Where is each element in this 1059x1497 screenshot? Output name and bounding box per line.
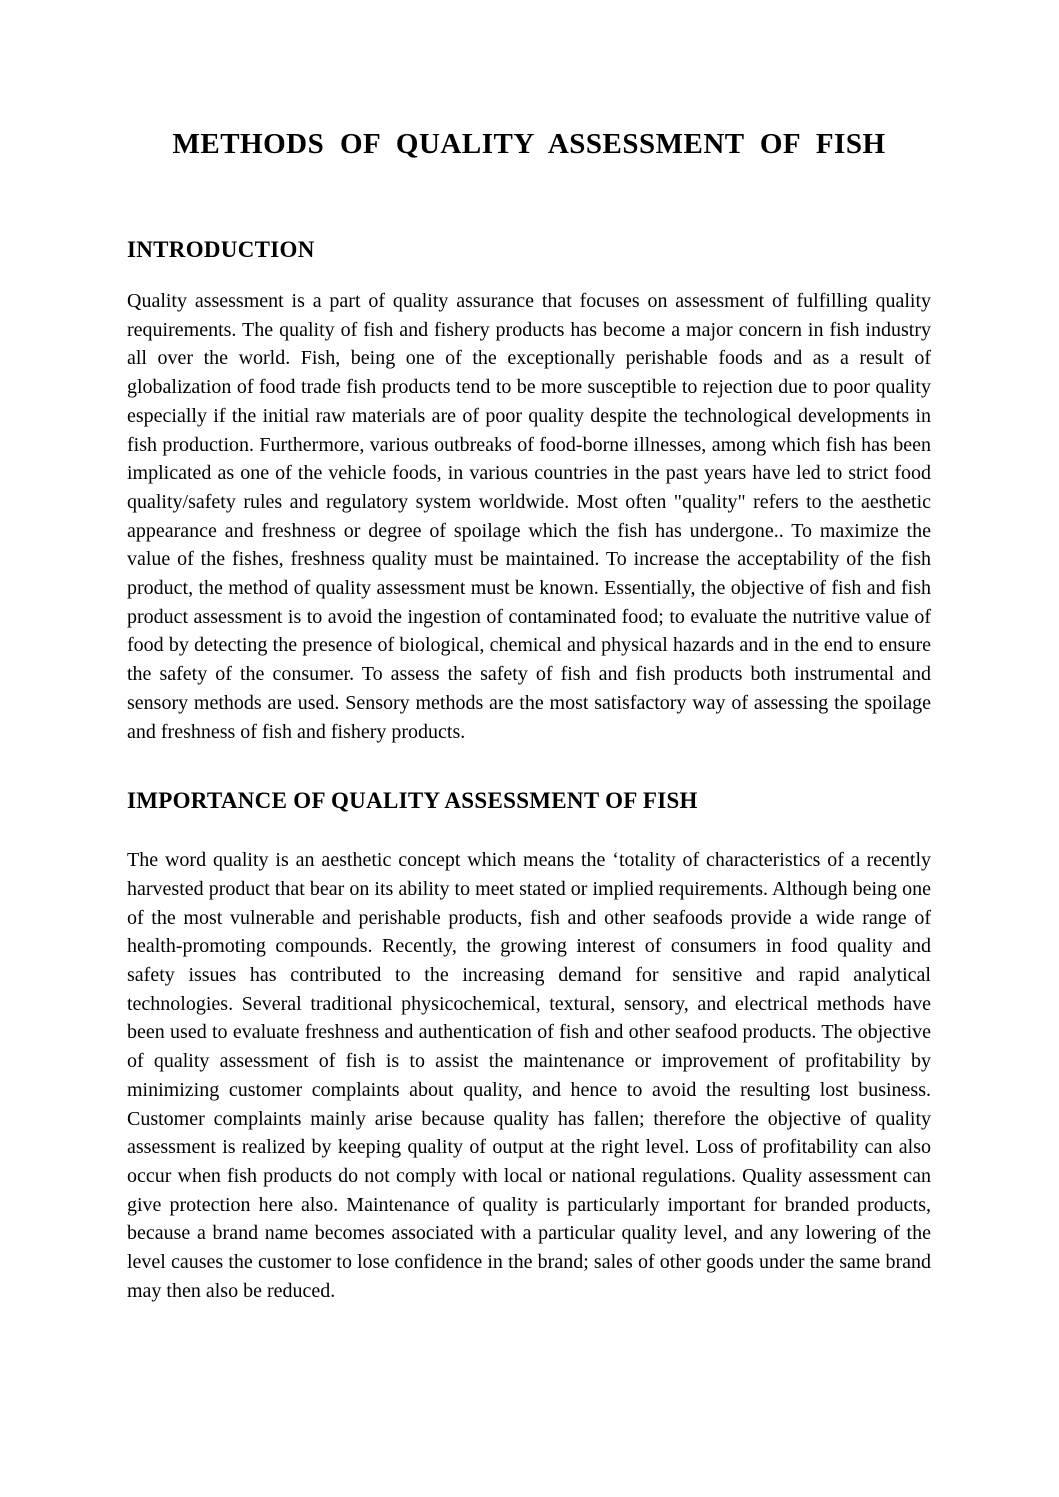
importance-paragraph: The word quality is an aesthetic concept which means the ‘totality of characteristics of a recently harvested product that bear on its ability to meet stated or implied requirements. Although being one of the most vulnerable and perishable products, fish and other seafoods provide a wide range of health-promoting compounds. Recently, the growing interest of consumers in food quality and safety issues has contributed to the increasing demand for sensitive and rapid analytical technologies. Several traditional physicochemical, textural, sensory, and electrical methods have been used to evaluate freshness and authentication of fish and other seafood products. The objective of quality assessment of fish is to assist the maintenance or improvement of profitability by minimizing customer complaints about quality, and hence to avoid the resulting lost business. Customer complaints mainly arise because quality has fallen; therefore the objective of quality assessment is realized by keeping quality of output at the right level. Loss of profitability can also occur when fish products do not comply with local or national regulations. Quality assessment can give protection here also. Maintenance of quality is particularly important for branded products, because a brand name becomes associated with a particular quality level, and any lowering of the level causes the customer to lose confidence in the brand; sales of other goods under the same brand may then also be reduced. bbox=[127, 849, 931, 1302]
introduction-heading: INTRODUCTION bbox=[127, 237, 315, 262]
section-importance bbox=[127, 788, 931, 1305]
section-introduction bbox=[127, 237, 931, 746]
importance-heading: IMPORTANCE OF QUALITY ASSESSMENT OF FISH bbox=[127, 788, 698, 814]
document-title: METHODS OF QUALITY ASSESSMENT OF FISH bbox=[172, 128, 886, 160]
introduction-paragraph: Quality assessment is a part of quality assurance that focuses on assessment of fulfilling quality requirements. The quality of fish and fishery products has become a major concern in fish industry all over the world. Fish, being one of the exceptionally perishable foods and as a result of globalization of food trade fish products tend to be more susceptible to rejection due to poor quality especially if the initial raw materials are of poor quality despite the technological developments in fish production. Furthermore, various outbreaks of food-borne illnesses, among which fish has been implicated as one of the vehicle foods, in various countries in the past years have led to strict food quality/safety rules and regulatory system worldwide. Most often "quality" refers to the aesthetic appearance and freshness or degree of spoilage which the fish has undergone.. To maximize the value of the fishes, freshness quality must be maintained. To increase the acceptability of the fish product, the method of quality assessment must be known. Essentially, the objective of fish and fish product assessment is to avoid the ingestion of contaminated food; to evaluate the nutritive value of food by detecting the presence of biological, chemical and physical hazards and in the end to ensure the safety of the consumer. To assess the safety of fish and fish products both instrumental and sensory methods are used. Sensory methods are the most satisfactory way of assessing the spoilage and freshness of fish and fishery products. bbox=[127, 290, 931, 743]
